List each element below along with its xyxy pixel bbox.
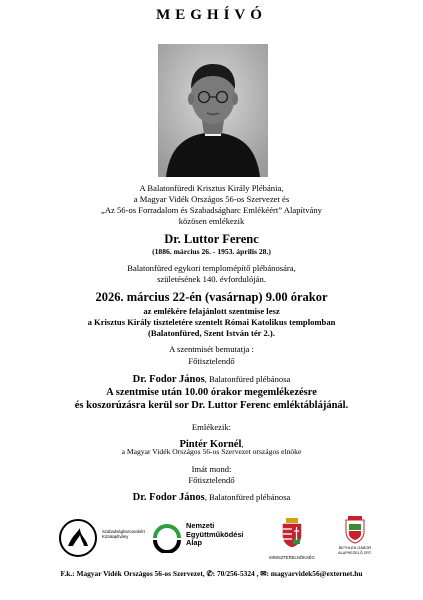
portrait-illustration xyxy=(158,44,268,177)
flame-emblem-icon xyxy=(58,518,98,558)
mass-title: Főtisztelendő xyxy=(188,356,235,366)
mass-celebrant-role: , Balatonfüred plébánosa xyxy=(204,374,291,384)
coat-of-arms-icon xyxy=(281,518,303,548)
prayer-role: , Balatonfüred plébánosa xyxy=(204,492,291,502)
honoree-role-line-2: születésének 140. évfordulóján. xyxy=(157,274,266,284)
nea-logo xyxy=(152,520,252,560)
logo2-line-3: Alap xyxy=(186,538,203,547)
event-datetime: 2026. március 22-én (vasárnap) 9.00 órakor xyxy=(95,290,328,304)
footer-contact: F.k.: Magyar Vidék Országos 56-os Szervezet, ✆: 70/256-5324 , ✉: magyarvidek56@externet.hu xyxy=(60,569,363,578)
logo4-text-1: BETHLEN GÁBOR xyxy=(338,546,372,550)
event-line-2: a Krisztus Király tiszteletére szentelt Római Katolikus templomban xyxy=(87,317,336,327)
prayer-name: Dr. Fodor János xyxy=(132,492,205,503)
bethlen-gabor-logo xyxy=(330,516,380,566)
sponsor-logos xyxy=(0,510,423,570)
prayer-title: Főtisztelendő xyxy=(188,475,235,485)
memorial-line-1: A szentmise után 10.00 órakor megemlékezésre xyxy=(106,387,317,398)
logo1-text-1: Szabadságharcosokért xyxy=(102,529,145,534)
intro-line-4: közösen emlékezik xyxy=(178,216,245,226)
event-line-1: az emlékére felajánlott szentmise lesz xyxy=(143,306,280,316)
nea-emblem-icon xyxy=(152,523,182,553)
remembers-role: a Magyar Vidék Országos 56-os Szervezet országos elnöke xyxy=(121,447,302,456)
intro-line-2: a Magyar Vidék Országos 56-os Szervezet és xyxy=(133,194,290,204)
logo2-line-2: Együttműködési xyxy=(186,529,244,539)
bga-shield-icon xyxy=(344,516,366,544)
mass-intro: A szentmisét bemutatja : xyxy=(169,344,254,354)
honoree-role-line-1: Balatonfüred egykori templomépítő plébánosára, xyxy=(127,263,296,273)
szabadsagharcosokert-logo xyxy=(58,515,145,565)
portrait-photo xyxy=(158,44,268,177)
logo4-text-2: ALAPKEZELŐ ZRT. xyxy=(338,550,372,555)
logo2-line-1: Nemzeti xyxy=(186,521,215,530)
mass-celebrant-name: Dr. Fodor János xyxy=(132,374,205,385)
memorial-line-2: és koszorúzásra kerül sor Dr. Luttor Ferenc emléktáblájánál. xyxy=(74,400,349,411)
honoree-dates: (1886. március 26. - 1953. április 28.) xyxy=(152,247,271,256)
page-title: MEGHÍVÓ xyxy=(156,7,267,23)
intro-line-1: A Balatonfüredi Krisztus Király Plébánia, xyxy=(139,183,284,193)
miniszterelnokseg-logo xyxy=(262,518,322,564)
remembers-name-suffix: , xyxy=(241,439,244,449)
honoree-name: Dr. Luttor Ferenc xyxy=(164,232,259,246)
remembers-name: Pintér Kornél xyxy=(179,439,242,450)
logo3-text: MINISZTERELNÖKSÉG xyxy=(269,555,315,560)
remembers-label: Emlékezik: xyxy=(191,422,232,432)
logo1-text-2: Közalapítvány xyxy=(102,534,129,539)
mass-celebrant xyxy=(0,369,423,387)
intro-line-3: „Az 56-os Forradalom és Szabadságharc Emlékéért” Alapítvány xyxy=(101,205,322,215)
prayer-celebrant xyxy=(0,487,423,505)
event-line-3: (Balatonfüred, Szent István tér 2.). xyxy=(148,328,275,338)
prayer-label: Imát mond: xyxy=(191,464,232,474)
